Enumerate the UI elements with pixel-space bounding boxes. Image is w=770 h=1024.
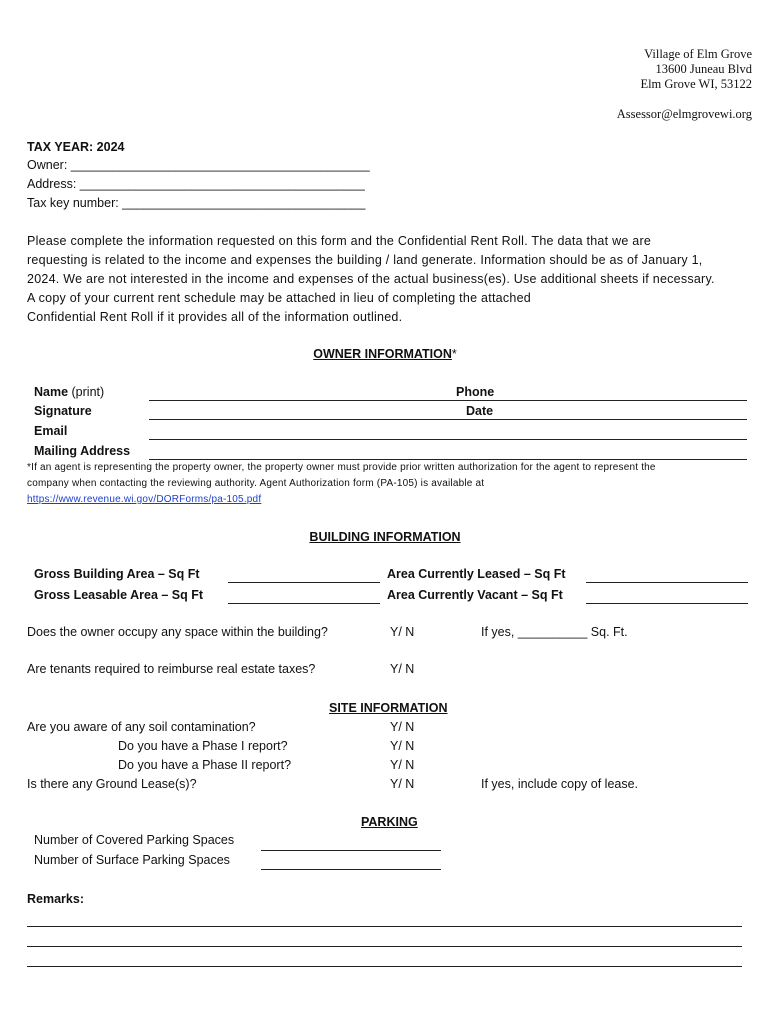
covered-parking-label: Number of Covered Parking Spaces <box>34 833 235 847</box>
surface-parking-line[interactable] <box>261 869 441 870</box>
area-vacant-line[interactable] <box>586 603 748 604</box>
header-line-1: Village of Elm Grove <box>644 47 752 61</box>
gross-leasable-area-label: Gross Leasable Area – Sq Ft <box>34 588 204 602</box>
owner-occupy-yn[interactable]: Y/ N <box>390 625 415 639</box>
area-leased-line[interactable] <box>586 582 748 583</box>
address-field[interactable]: Address: _________________________________________ <box>27 177 365 191</box>
remarks-line-3[interactable] <box>27 966 742 967</box>
name-phone-line[interactable] <box>149 400 747 401</box>
date-label: Date <box>466 404 494 418</box>
header-line-3: Elm Grove WI, 53122 <box>640 77 752 91</box>
signature-date-line[interactable] <box>149 419 747 420</box>
email-label: Email <box>34 424 68 438</box>
covered-parking-line[interactable] <box>261 850 441 851</box>
name-label-suffix: (print) <box>68 385 105 399</box>
surface-parking-label: Number of Surface Parking Spaces <box>34 853 230 867</box>
owner-field[interactable]: Owner: ___________________________________________ <box>27 158 370 172</box>
tax-year: TAX YEAR: 2024 <box>27 140 125 154</box>
agent-note-line-1: *If an agent is representing the property owner, the property owner must provide prior written authorization for the agent to represent the <box>27 462 656 473</box>
phase-1-question: Do you have a Phase I report? <box>118 739 288 753</box>
mailing-address-line[interactable] <box>149 459 747 460</box>
remarks-line-2[interactable] <box>27 946 742 947</box>
building-info-heading: BUILDING INFORMATION <box>309 530 461 544</box>
ground-lease-note: If yes, include copy of lease. <box>481 777 639 791</box>
name-label-text: Name <box>34 385 69 399</box>
reimburse-taxes-question: Are tenants required to reimburse real estate taxes? <box>27 662 316 676</box>
owner-occupy-question: Does the owner occupy any space within the building? <box>27 625 328 639</box>
intro-line: Please complete the information requested on this form and the Confidential Rent Roll. The data that we are <box>27 234 652 248</box>
area-leased-label: Area Currently Leased – Sq Ft <box>387 567 566 581</box>
intro-line: 2024. We are not interested in the income and expenses of the actual business(es). Use additional sheets if necessary. <box>27 272 715 286</box>
gross-leasable-area-line[interactable] <box>228 603 380 604</box>
intro-line: Confidential Rent Roll if it provides all of the information outlined. <box>27 310 403 324</box>
phase-1-yn[interactable]: Y/ N <box>390 739 415 753</box>
name-label <box>34 385 104 399</box>
parking-heading: PARKING <box>361 815 418 829</box>
tax-key-field[interactable]: Tax key number: ___________________________________ <box>27 196 366 210</box>
signature-label: Signature <box>34 404 92 418</box>
owner-info-heading <box>0 347 770 361</box>
header-email: Assessor@elmgrovewi.org <box>616 107 752 121</box>
area-vacant-label: Area Currently Vacant – Sq Ft <box>387 588 563 602</box>
soil-contamination-yn[interactable]: Y/ N <box>390 720 415 734</box>
phone-label: Phone <box>456 385 495 399</box>
gross-building-area-line[interactable] <box>228 582 380 583</box>
soil-contamination-question: Are you aware of any soil contamination? <box>27 720 256 734</box>
mailing-address-label: Mailing Address <box>34 444 131 458</box>
owner-info-asterisk: * <box>451 347 457 361</box>
phase-2-question: Do you have a Phase II report? <box>118 758 292 772</box>
owner-occupy-sqft[interactable]: If yes, __________ Sq. Ft. <box>481 625 628 639</box>
header-line-2: 13600 Juneau Blvd <box>655 62 752 76</box>
gross-building-area-label: Gross Building Area – Sq Ft <box>34 567 200 581</box>
remarks-label: Remarks: <box>27 892 84 906</box>
agent-note-line-2: company when contacting the reviewing authority. Agent Authorization form (PA-105) is available at <box>27 478 485 489</box>
reimburse-taxes-yn[interactable]: Y/ N <box>390 662 415 676</box>
ground-lease-question: Is there any Ground Lease(s)? <box>27 777 197 791</box>
intro-paragraph <box>27 232 757 327</box>
email-line[interactable] <box>149 439 747 440</box>
site-info-heading: SITE INFORMATION <box>329 701 448 715</box>
ground-lease-yn[interactable]: Y/ N <box>390 777 415 791</box>
pa-105-link[interactable]: https://www.revenue.wi.gov/DORForms/pa-105.pdf <box>27 494 262 505</box>
intro-line: requesting is related to the income and expenses the building / land generate. Information should be as of January 1, <box>27 253 703 267</box>
remarks-line-1[interactable] <box>27 926 742 927</box>
owner-info-title: OWNER INFORMATION <box>313 347 452 361</box>
agent-note-link-wrap <box>27 494 261 505</box>
phase-2-yn[interactable]: Y/ N <box>390 758 415 772</box>
intro-line: A copy of your current rent schedule may be attached in lieu of completing the attached <box>27 291 531 305</box>
